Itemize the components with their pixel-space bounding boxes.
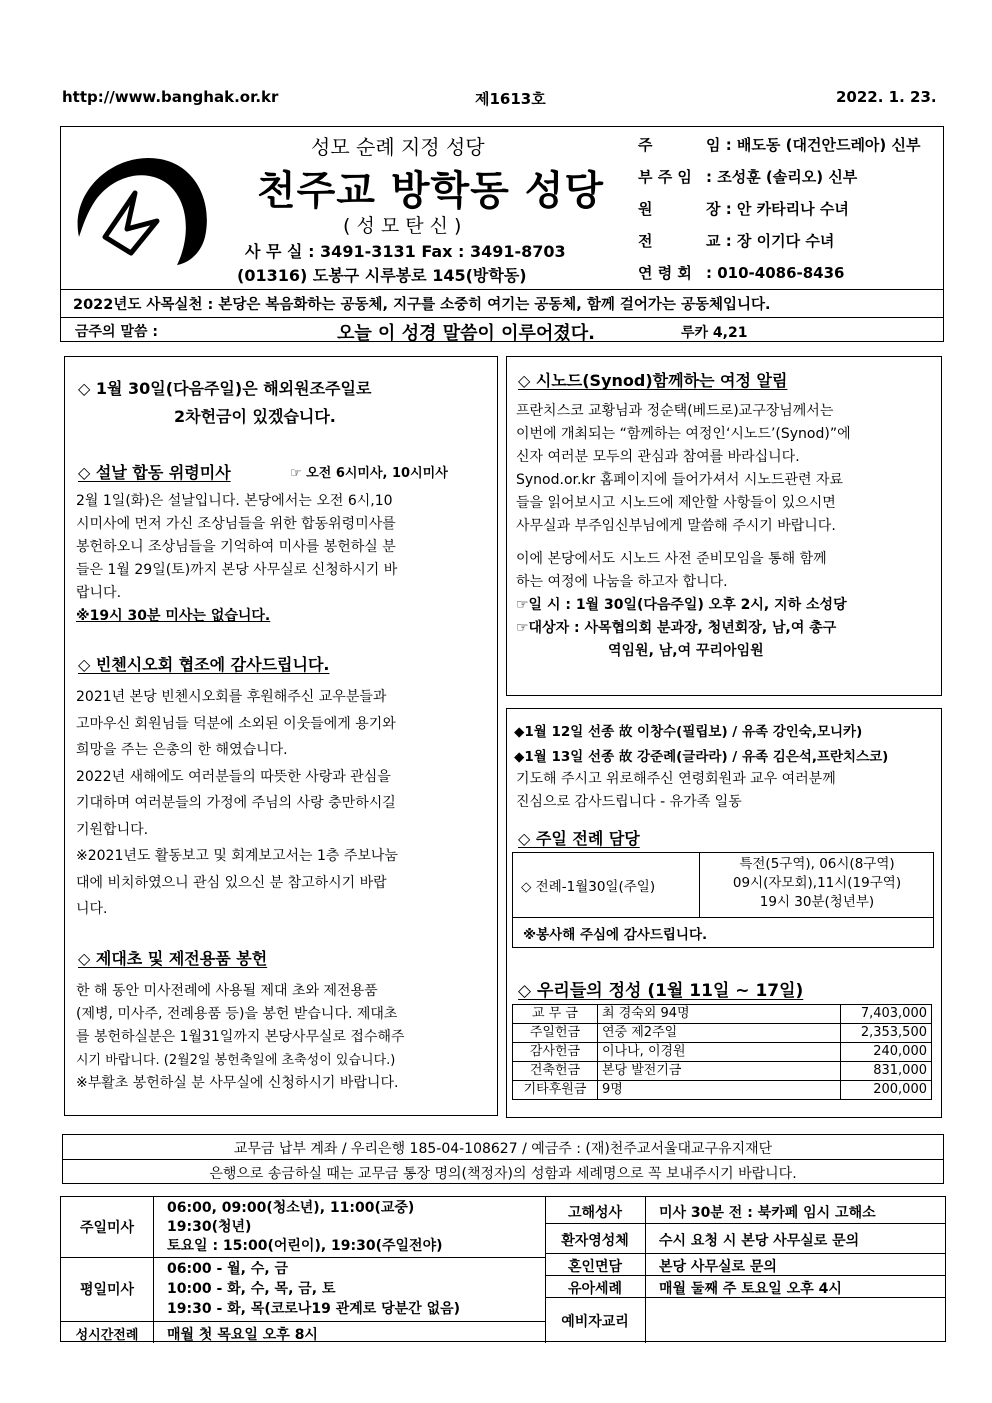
lunar-mass-times: ☞ 오전 6시미사, 10시미사 [290, 466, 448, 481]
liturgy-duty-title: ◇ 주일 전례 담당 [518, 829, 640, 848]
holy-hour-time: 매월 첫 목요일 오후 8시 [167, 1327, 318, 1343]
office-phone: 사 무 실 : 3491-3131 Fax : 3491-8703 [245, 242, 566, 261]
liturgy-duty-label: ◇ 전례-1월30일(주일) [521, 879, 656, 895]
staff-sister-superior: 원 장 : 안 카타리나 수녀 [638, 200, 849, 218]
table-row: 감사헌금 이나나, 이경원 240,000 [513, 1043, 932, 1062]
parish-name: 천주교 방학동 성당 [257, 168, 604, 214]
staff-pastor: 주 임 : 배도동 (대건안드레아) 신부 [638, 136, 921, 154]
parish-address: (01316) 도봉구 시루봉로 145(방학동) [237, 266, 527, 285]
masthead-subtitle: 성모 순례 지정 성당 [311, 135, 485, 159]
sick-communion-label: 환자영성체 [561, 1233, 629, 1249]
infant-baptism-time: 매월 둘째 주 토요일 오후 4시 [659, 1281, 842, 1297]
table-row: 기타후원금 9명 200,000 [513, 1081, 932, 1100]
weekday-mass-label: 평일미사 [79, 1282, 135, 1298]
weekly-word-label: 금주의 말씀 : [75, 324, 158, 340]
issue-number: 제1613호 [475, 90, 546, 108]
catechumen-label: 예비자교리 [561, 1314, 629, 1330]
patron-feast: ( 성 모 탄 신 ) [343, 215, 462, 237]
vincent-society-title: ◇ 빈첸시오회 협조에 감사드립니다. [78, 655, 330, 674]
marriage-info: 본당 사무실로 문의 [659, 1259, 777, 1275]
confession-time: 미사 30분 전 : 북카페 임시 고해소 [659, 1205, 876, 1221]
sick-communion-info: 수시 요청 시 본당 사무실로 문의 [659, 1233, 860, 1249]
parish-logo-icon [65, 141, 215, 277]
confession-label: 고해성사 [567, 1205, 623, 1221]
synod-body: 프란치스코 교황님과 정순택(베드로)교구장님께서는 이번에 개최되는 “함께하는 여정인‘시노드’(Synod)”에 신자 여러분 모두의 관심과 참여를 바라십니다. Synod.or.kr 홈페이지에 들어가셔서 시노드관련 자료 들을 읽어보시고 시노드에 제안할 사항들이 있으시면 사무실과 부주임신부님에게 말씀해 주시기 바랍니다. 이에 본당에서도 시노드 사전 준비모임을 통해 함께 하는 여정에 나눔을 하고자 합니다. ☞일 시 : 1월 30일(다음주일) 오후 2시, 지하 소성당 ☞대상자 : 사목협의회 분과장, 청년회장, 남,여 총구 역임원, 남,여 꾸리아임원 [516, 403, 851, 659]
staff-sister-catechist: 전 교 : 장 이기다 수녀 [638, 232, 835, 250]
mass-schedule [60, 1196, 946, 1342]
issue-date: 2022. 1. 23. [836, 88, 937, 106]
lunar-mass-body: 2월 1일(화)은 설날입니다. 본당에서는 오전 6시,10 시미사에 먼저 가신 조상님들을 위한 합동위령미사를 봉헌하오니 조상님들을 기억하여 미사를 봉헌하실 분 들은 1월 29일(토)까지 본당 사무실로 신청하시기 바 랍니다. ※19시 30분 미사는 없습니다. [76, 493, 398, 624]
synod-title: ◇ 시노드(Synod)함께하는 여정 알림 [518, 371, 788, 390]
lunar-new-year-mass-title: ◇ 설날 합동 위령미사 [78, 463, 231, 482]
offerings-table [512, 1004, 932, 1100]
overseas-aid-notice: ◇ 1월 30일(다음주일)은 해외원조주일로 [78, 379, 372, 398]
liturgy-duty-groups: 특전(5구역), 06시(8구역) 09시(자모회),11시(19구역) 19시 30분(청년부) [732, 856, 902, 910]
table-row: 주일헌금 연중 제2주일 2,353,500 [513, 1024, 932, 1043]
infant-baptism-label: 유아세례 [567, 1281, 623, 1297]
obituary-2: ◆1월 13일 선종 故 강준례(글라라) / 유족 김은석,프란치스코) [514, 749, 889, 765]
table-row: 건축헌금 본당 발전기금 831,000 [513, 1062, 932, 1081]
offerings-title: ◇ 우리들의 정성 (1월 11일 ~ 17일) [518, 981, 804, 1001]
holy-hour-label: 성시간전례 [75, 1328, 139, 1343]
marriage-label: 혼인면담 [567, 1259, 623, 1275]
sunday-mass-label: 주일미사 [79, 1220, 135, 1236]
bank-account: 교무금 납부 계좌 / 우리은행 185-04-108627 / 예금주 : (재)천주교서울대교구유지재단 [233, 1141, 773, 1157]
site-url[interactable]: http://www.banghak.or.kr [62, 88, 279, 106]
pastoral-motto: 2022년도 사목실천 : 본당은 복음화하는 공동체, 지구를 소중히 여기는 공동체, 함께 걸어가는 공동체입니다. [73, 297, 771, 313]
altar-candle-body: 한 해 동안 미사전례에 사용될 제대 초와 제전용품 (제병, 미사주, 전례용품 등)을 봉헌 받습니다. 제대초 를 봉헌하실분은 1월31일까지 본당사무실로 접수해주 시기 바랍니다. (2월2일 봉헌축일에 초축성이 있습니다.) ※부활초 봉헌하실 분 사무실에 신청하시기 바랍니다. [76, 983, 405, 1091]
bank-remittance-note: 은행으로 송금하실 때는 교무금 통장 명의(책정자)의 성함과 세례명으로 꼭 보내주시기 바랍니다. [209, 1166, 797, 1182]
staff-assistant: 부 주 임 : 조성훈 (솔리오) 신부 [638, 168, 858, 186]
bank-account-box [62, 1134, 944, 1184]
overseas-aid-notice-line2: 2차헌금이 있겠습니다. [174, 407, 336, 426]
sunday-mass-times: 06:00, 09:00(청소년), 11:00(교중) 19:30(청년) 토요일 : 15:00(어린이), 19:30(주일전야) [167, 1200, 443, 1254]
vincent-society-body: 2021년 본당 빈첸시오회를 후원해주신 교우분들과 고마우신 회원님들 덕분에 소외된 이웃들에게 용기와 희망을 주는 은총의 한 해였습니다. 2022년 새해에도 여러분들의 따뜻한 사랑과 관심을 기대하며 여러분들의 가정에 주님의 사랑 충만하시길 기원합니다. ※2021년도 활동보고 및 회계보고서는 1층 주보나눔 대에 비치하였으니 관심 있으신 분 참고하시기 바랍 니다. [76, 689, 398, 917]
altar-candle-title: ◇ 제대초 및 제전용품 봉헌 [78, 949, 268, 968]
liturgy-thanks: ※봉사해 주심에 감사드립니다. [523, 927, 708, 943]
staff-funeral-society: 연 령 회 : 010-4086-8436 [638, 264, 845, 282]
liturgy-duty-table [512, 852, 934, 948]
table-row: 교 무 금 최 경숙외 94명 7,403,000 [513, 1005, 932, 1024]
obituary-thanks: 기도해 주시고 위로해주신 연령회원과 교우 여러분께 진심으로 감사드립니다 - 유가족 일동 [516, 771, 836, 810]
weekday-mass-times: 06:00 - 월, 수, 금 10:00 - 화, 수, 목, 금, 토 19:30 - 화, 목(코로나19 관계로 당분간 없음) [167, 1261, 461, 1317]
obituary-1: ◆1월 12일 선종 故 이창수(필립보) / 유족 강인숙,모니카) [514, 724, 863, 740]
weekly-word-ref: 루카 4,21 [681, 325, 748, 341]
weekly-word: 오늘 이 성경 말씀이 이루어졌다. [337, 323, 595, 344]
